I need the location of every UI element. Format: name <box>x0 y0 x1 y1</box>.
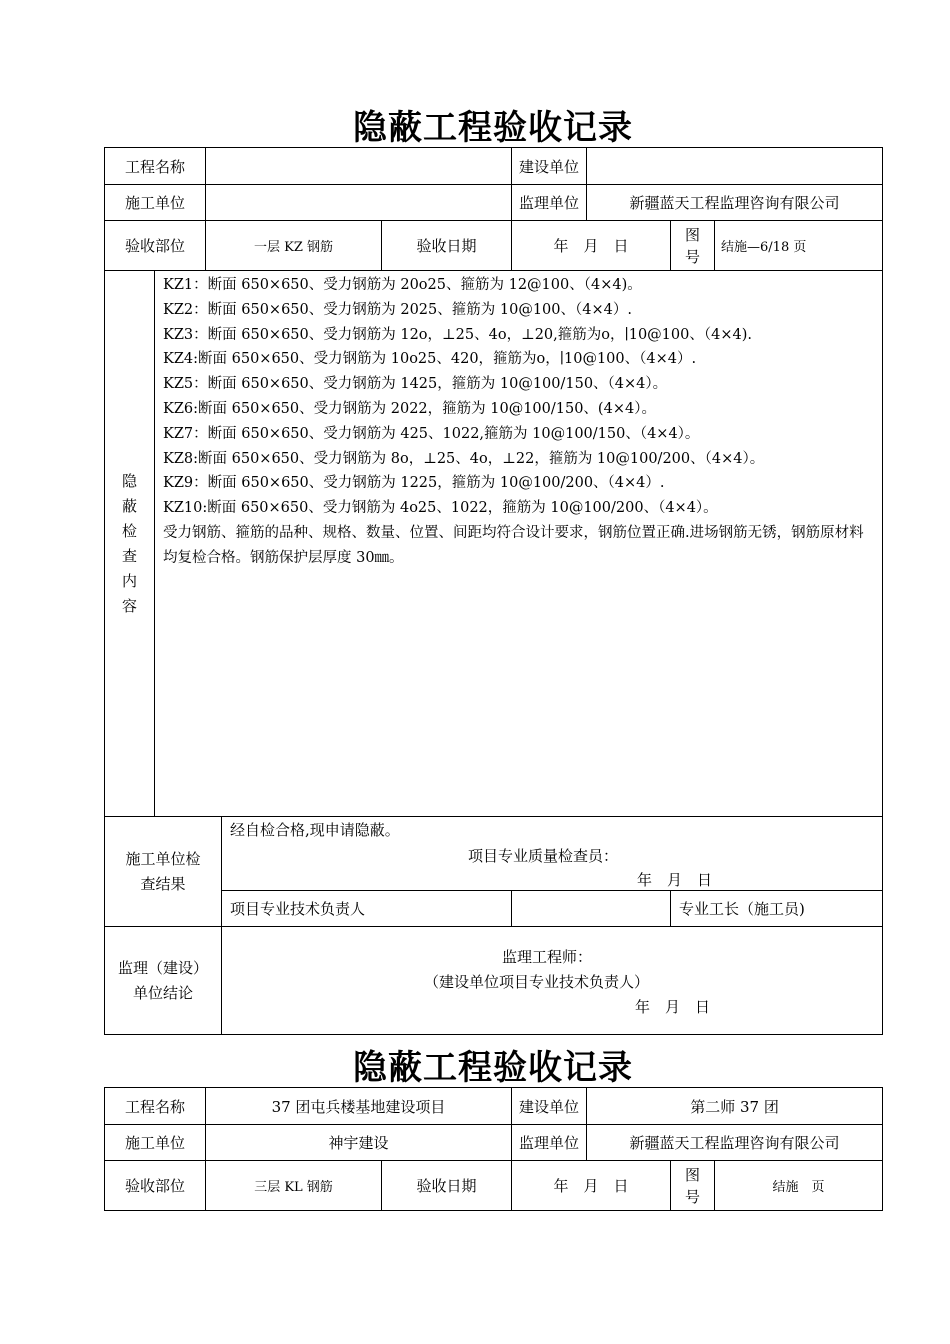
supervisor-label: 监理单位 <box>512 1125 587 1161</box>
part-value: 三层 KL 钢筋 <box>206 1161 382 1211</box>
part-label: 验收部位 <box>105 221 206 271</box>
self-check-label <box>105 817 222 927</box>
content-line: KZ2：断面 650×650、受力钢筋为 2025、箍筋为 10@100、（4×4）. <box>163 301 632 318</box>
quality-inspector: 项目专业质量检查员： <box>468 847 619 865</box>
content-line: KZ9：断面 650×650、受力钢筋为 1225，箍筋为 10@100/200、（4×4）. <box>163 475 665 492</box>
contractor-value <box>206 185 512 221</box>
tech-lead-value <box>512 891 671 927</box>
conclusion-label-text: 监理（建设）单位结论 <box>117 958 208 1002</box>
content-line: KZ7：断面 650×650、受力钢筋为 425、1022,箍筋为 10@100/150、（4×4）。 <box>163 425 700 442</box>
date-label: 验收日期 <box>382 1161 512 1211</box>
drawing-label <box>671 1161 715 1211</box>
contractor-label: 施工单位 <box>105 1125 206 1161</box>
self-check-date: 年 月 日 <box>637 871 713 889</box>
foreman-label: 专业工长（施工员) <box>671 891 883 927</box>
project-name-label: 工程名称 <box>105 1088 206 1125</box>
part-value: 一层 KZ 钢筋 <box>206 221 382 271</box>
conclusion-label <box>105 927 222 1035</box>
self-check-text: 经自检合格,现申请隐蔽。 <box>230 821 400 839</box>
builder-value <box>587 148 883 185</box>
drawing-label-text: 图号 <box>685 225 701 266</box>
drawing-value: 结施—6/18 页 <box>715 221 883 271</box>
engineer-label: 监理工程师： <box>502 948 593 966</box>
content-line: KZ6:断面 650×650、受力钢筋为 2022，箍筋为 10@100/150、(4×4）。 <box>163 400 656 417</box>
record1-title: 隐蔽工程验收记录 <box>353 108 633 148</box>
builder-label: 建设单位 <box>512 148 587 185</box>
content-line: KZ10:断面 650×650、受力钢筋为 4ο25、1022，箍筋为 10@100/200、（4×4）。 <box>163 500 718 517</box>
project-name-value: 37 团屯兵楼基地建设项目 <box>206 1088 512 1125</box>
part-label: 验收部位 <box>105 1161 206 1211</box>
date-value: 年 月 日 <box>512 221 671 271</box>
drawing-label <box>671 221 715 271</box>
record2-table <box>104 1087 883 1211</box>
content-line: KZ3：断面 650×650、受力钢筋为 12ο，⊥25、4ο，⊥20,箍筋为ο，∣10@100、（4×4). <box>163 326 752 343</box>
content-line: KZ8:断面 650×650、受力钢筋为 8ο，⊥25、4ο，⊥22，箍筋为 10@100/200、（4×4）。 <box>163 450 765 467</box>
engineer-note: （建设单位项目专业技术负责人） <box>424 973 650 991</box>
supervisor-value: 新疆蓝天工程监理咨询有限公司 <box>587 1125 883 1161</box>
contractor-value: 神宇建设 <box>206 1125 512 1161</box>
project-name-value <box>206 148 512 185</box>
project-name-label: 工程名称 <box>105 148 206 185</box>
drawing-value: 结施 页 <box>715 1161 883 1211</box>
self-check-label-text: 施工单位检查结果 <box>125 849 201 893</box>
builder-value: 第二师 37 团 <box>587 1088 883 1125</box>
record2-title: 隐蔽工程验收记录 <box>353 1048 633 1088</box>
drawing-label-text: 图号 <box>685 1165 701 1206</box>
self-check-area <box>222 817 883 891</box>
builder-label: 建设单位 <box>512 1088 587 1125</box>
date-value: 年 月 日 <box>512 1161 671 1211</box>
contractor-label: 施工单位 <box>105 185 206 221</box>
content-line: KZ4:断面 650×650、受力钢筋为 10ο25、420，箍筋为ο，∣10@100、（4×4）. <box>163 351 697 368</box>
supervisor-value: 新疆蓝天工程监理咨询有限公司 <box>587 185 883 221</box>
content-summary: 受力钢筋、箍筋的品种、规格、数量、位置、间距均符合设计要求，钢筋位置正确.进场钢筋无锈，钢筋原材料均复检合格。钢筋保护层厚度 30㎜。 <box>163 524 864 566</box>
content-label <box>105 271 155 817</box>
conclusion-date: 年 月 日 <box>635 998 711 1016</box>
conclusion-area <box>222 927 883 1035</box>
supervisor-label: 监理单位 <box>512 185 587 221</box>
content-line: KZ5：断面 650×650、受力钢筋为 1425，箍筋为 10@100/150、（4×4）。 <box>163 376 668 393</box>
record1-table <box>104 147 883 1035</box>
content-label-text: 隐蔽检查内容 <box>121 471 137 615</box>
tech-lead-label: 项目专业技术负责人 <box>222 891 512 927</box>
content-line: KZ1：断面 650×650、受力钢筋为 20ο25、箍筋为 12@100、（4×4)。 <box>163 277 642 293</box>
content-body <box>155 271 883 817</box>
date-label: 验收日期 <box>382 221 512 271</box>
